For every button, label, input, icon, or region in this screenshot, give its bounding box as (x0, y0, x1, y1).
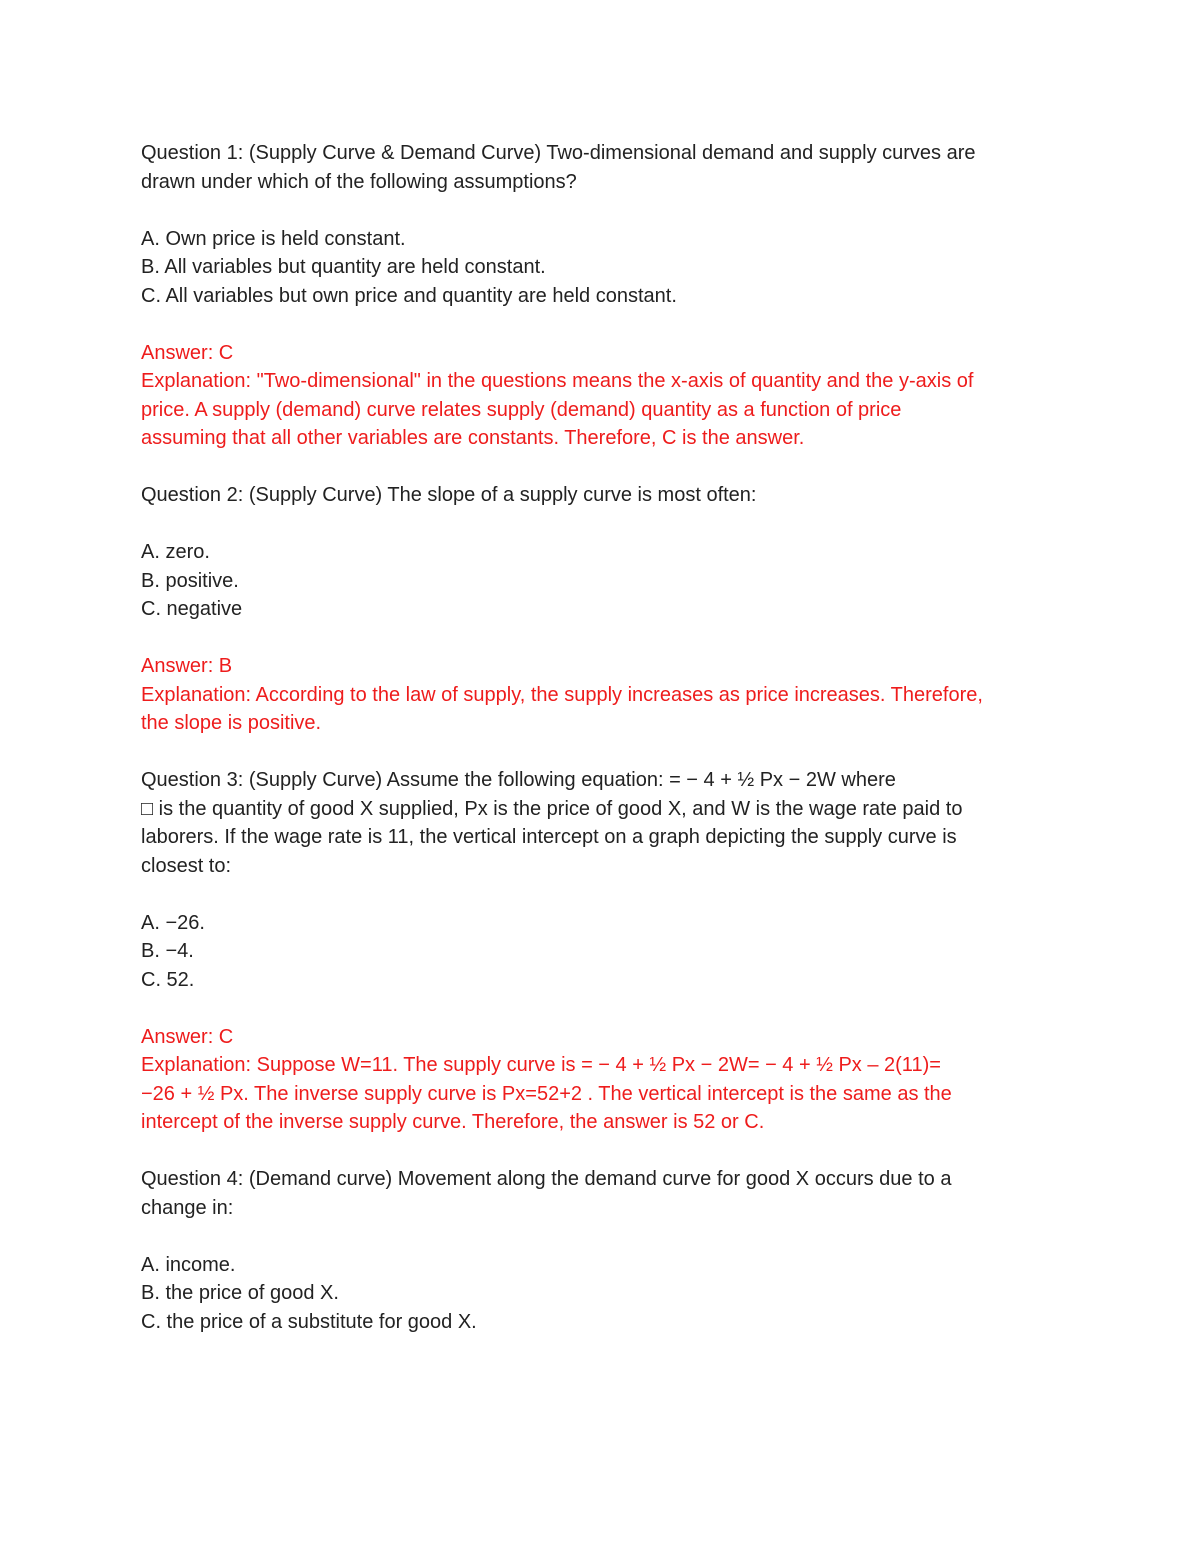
question-3-text-line-2: □ is the quantity of good X supplied, Px is the price of good X, and W is the wage rate paid to (141, 797, 963, 820)
question-2-option-a: A. zero. (141, 541, 210, 563)
question-1-explanation-line-1: Explanation: "Two-dimensional" in the questions means the x-axis of quantity and the y-axis of (141, 370, 974, 392)
question-2-option-b: B. positive. (141, 569, 239, 592)
question-1-answer: Answer: C (141, 341, 234, 364)
question-4-text-line-2: change in: (141, 1196, 234, 1219)
question-3-option-b: B. −4. (141, 940, 194, 962)
question-3-text-line-4: closest to: (141, 854, 232, 877)
question-1 (141, 139, 1061, 481)
document-page (141, 139, 1061, 1336)
question-3-explanation-line-3: intercept of the inverse supply curve. Therefore, the answer is 52 or C. (141, 1111, 765, 1133)
question-3-explanation-line-1: Explanation: Suppose W=11. The supply curve is = − 4 + ½ Px − 2W= − 4 + ½ Px – 2(11)= (141, 1054, 941, 1076)
question-1-text-line-1: Question 1: (Supply Curve & Demand Curve) Two-dimensional demand and supply curves are (141, 142, 976, 164)
question-3-text-line-3: laborers. If the wage rate is 11, the vertical intercept on a graph depicting the supply curve is (141, 826, 957, 848)
question-1-option-b: B. All variables but quantity are held constant. (141, 256, 546, 278)
question-3 (141, 766, 1061, 1165)
question-1-option-c: C. All variables but own price and quantity are held constant. (141, 284, 677, 307)
question-4-option-a: A. income. (141, 1253, 236, 1276)
question-2-explanation-line-1: Explanation: According to the law of supply, the supply increases as price increases. Therefore, (141, 683, 983, 706)
question-2-option-c: C. negative (141, 598, 243, 620)
question-1-explanation-line-3: assuming that all other variables are constants. Therefore, C is the answer. (141, 427, 805, 449)
question-3-option-a: A. −26. (141, 911, 205, 934)
question-3-text-line-1: Question 3: (Supply Curve) Assume the following equation: = − 4 + ½ Px − 2W where (141, 769, 896, 791)
question-1-text-line-2: drawn under which of the following assumptions? (141, 170, 577, 193)
question-4 (141, 1165, 1061, 1336)
question-2-answer: Answer: B (141, 655, 233, 677)
question-1-explanation-line-2: price. A supply (demand) curve relates supply (demand) quantity as a function of price (141, 398, 902, 421)
question-1-option-a: A. Own price is held constant. (141, 227, 406, 250)
question-3-explanation-line-2: −26 + ½ Px. The inverse supply curve is Px=52+2 . The vertical intercept is the same as the (141, 1082, 952, 1105)
question-4-option-b: B. the price of good X. (141, 1282, 339, 1304)
question-3-option-c: C. 52. (141, 968, 195, 991)
question-4-text-line-1: Question 4: (Demand curve) Movement along the demand curve for good X occurs due to a (141, 1168, 952, 1190)
question-2-text-line-1: Question 2: (Supply Curve) The slope of a supply curve is most often: (141, 484, 757, 506)
question-2 (141, 481, 1061, 766)
question-2-explanation-line-2: the slope is positive. (141, 712, 322, 734)
question-3-answer: Answer: C (141, 1025, 234, 1048)
question-4-option-c: C. the price of a substitute for good X. (141, 1310, 477, 1333)
